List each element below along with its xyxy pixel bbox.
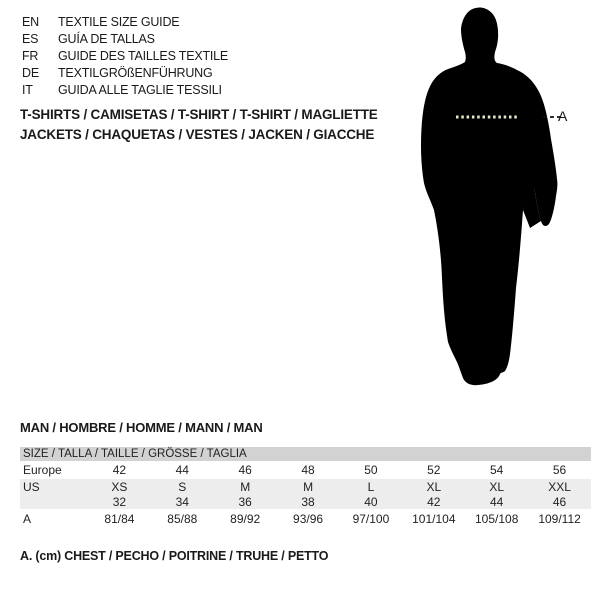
- language-row: [22, 65, 228, 82]
- language-label: GUÍA DE TALLAS: [58, 32, 155, 46]
- size-cell: 44: [490, 494, 504, 509]
- size-cell: 89/92: [230, 512, 261, 526]
- language-row: [22, 14, 228, 31]
- size-cell: 56: [552, 463, 567, 477]
- size-cell: 32: [112, 494, 127, 509]
- language-code: ES: [22, 32, 39, 46]
- size-cell: S: [178, 479, 187, 494]
- size-cell: 101/104: [412, 512, 456, 526]
- table-row-numeric: [20, 494, 591, 509]
- size-cell: 97/100: [352, 512, 390, 526]
- product-type-line-jackets: JACKETS / CHAQUETAS / VESTES / JACKEN / GIACCHE: [20, 127, 375, 142]
- size-cell: 48: [301, 463, 315, 477]
- size-cell: XS: [111, 479, 128, 494]
- size-cell: XL: [426, 479, 442, 494]
- size-cell: 40: [364, 494, 378, 509]
- size-cell: 81/84: [104, 512, 135, 526]
- language-row: [22, 82, 228, 99]
- footnote-chest-measurement: A. (cm) CHEST / PECHO / POITRINE / TRUHE / PETTO: [20, 549, 329, 563]
- table-row-chest: [20, 509, 591, 529]
- size-cell: 46: [238, 463, 252, 477]
- language-row: [22, 31, 228, 48]
- measurement-label-a: A: [558, 108, 568, 124]
- size-cell: XXL: [548, 479, 571, 494]
- table-row-us: [20, 479, 591, 494]
- size-cell: 50: [364, 463, 378, 477]
- size-cell: 109/112: [538, 512, 581, 526]
- language-code: EN: [22, 15, 39, 29]
- size-cell: XL: [489, 479, 505, 494]
- language-code: FR: [22, 49, 39, 63]
- product-type-list: [20, 105, 378, 145]
- size-cell: M: [240, 479, 251, 494]
- row-label: Europe: [23, 463, 62, 477]
- section-title-man: MAN / HOMBRE / HOMME / MANN / MAN: [20, 420, 263, 435]
- language-label: TEXTILGRÖßENFÜHRUNG: [58, 66, 213, 80]
- man-silhouette-path: [421, 8, 557, 386]
- size-cell: 42: [112, 463, 127, 477]
- size-cell: 42: [427, 494, 441, 509]
- language-row: [22, 48, 228, 65]
- size-cell: 54: [490, 463, 504, 477]
- language-label: TEXTILE SIZE GUIDE: [58, 15, 180, 29]
- size-cell: 44: [175, 463, 189, 477]
- language-list: [22, 14, 228, 99]
- size-cell: 52: [427, 463, 441, 477]
- table-header: SIZE / TALLA / TAILLE / GRÖSSE / TAGLIA: [20, 447, 591, 461]
- size-cell: 105/108: [474, 512, 519, 526]
- language-label: GUIDE DES TAILLES TEXTILE: [58, 49, 229, 63]
- man-silhouette: [410, 0, 600, 400]
- product-type-line-tshirts: T-SHIRTS / CAMISETAS / T-SHIRT / T-SHIRT / MAGLIETTE: [20, 107, 378, 122]
- language-code: DE: [22, 66, 39, 80]
- size-cell: L: [367, 479, 375, 494]
- language-label: GUIDA ALLE TAGLIE TESSILI: [58, 83, 222, 97]
- language-code: IT: [22, 83, 33, 97]
- size-cell: 93/96: [293, 512, 324, 526]
- size-cell: 36: [238, 494, 252, 509]
- size-cell: M: [303, 479, 314, 494]
- size-cell: 85/88: [167, 512, 198, 526]
- row-label: A: [23, 512, 32, 526]
- table-row-europe: [20, 461, 591, 479]
- row-label: US: [23, 479, 40, 494]
- size-cell: 46: [552, 494, 567, 509]
- size-table: [20, 447, 591, 529]
- size-cell: 38: [301, 494, 315, 509]
- size-cell: 34: [175, 494, 189, 509]
- figure-area: [410, 0, 600, 400]
